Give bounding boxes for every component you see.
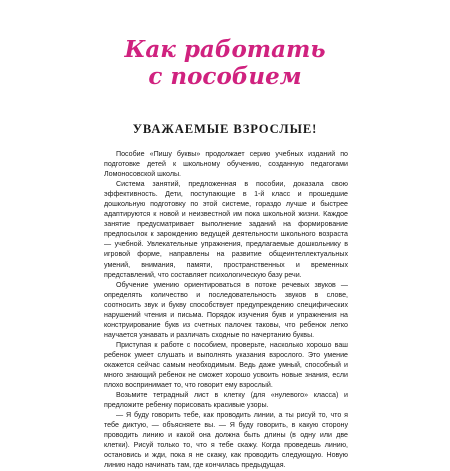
page-title-line-1: Как работать — [124, 36, 326, 63]
page-title-line-2: с пособием — [148, 63, 302, 90]
paragraph-4: Приступая к работе с пособием, проверьте, насколько хорошо ваш ребенок умеет слушать и выполнять указания взрослого. Это умение окажется сейчас самым необходимым. Ведь даже умный, способный и много знающий ребенок не сможет хорошо усвоить новые знания, если плохо воспринимает то, что говорит ему взрослый. — [104, 340, 348, 390]
body-text — [104, 149, 348, 471]
paragraph-5: Возьмите тетрадный лист в клетку (для «нулевого» класса) и предложите ребенку порисовать красивые узоры. — [104, 391, 348, 410]
paragraph-1: Пособие «Пишу буквы» продолжает серию учебных изданий по подготовке детей к школьному обучению, созданную педагогами Ломоносовской школы. — [104, 150, 348, 179]
section-heading: УВАЖАЕМЫЕ ВЗРОСЛЫЕ! — [132, 122, 318, 136]
paragraph-3: Обучение умению ориентироваться в потоке речевых звуков — определять количество и последовательность звуков в слове, соотносить звук и букву способствует предупреждению специфических нарушений чтения и письма. Порядок изучения букв и упражнения на конструирование букв из счетных палочек таковы, что ребенок легко научается узнавать и различать сходные по начертанию буквы. — [104, 280, 348, 339]
paragraph-2: Система занятий, предложенная в пособии, доказала свою эффективность. Дети, поступающие в 1-й класс и прошедшие дошкольную подготовку по этой системе, гораздо лучше и быстрее адаптируются к новой и неизвестной им пока школьной жизни. Каждое занятие предусматривает выполнение заданий на формирование предпосылок к зарождению ведущей деятельности школьного возраста — учебной. Увлекательные упражнения, предлагаемые дошкольнику в игровой форме, направлены на развитие общеинтеллектуальных умений, внимания, памяти, пространственных и временных представлений, что составляет психологическую базу речи. — [104, 180, 348, 279]
paragraph-6: — Я буду говорить тебе, как проводить линии, а ты рисуй то, что я тебе диктую, — объясняете вы. — Я буду говорить, в какую сторону проводить линию и какой она должна быть длины (в одну или две клетки). Рисуй только то, что я тебе скажу. Когда проведешь линию, остановись и жди, пока я не скажу, как проводить следующую. Новую линию надо начинать там, где кончилась предыдущая. — [104, 411, 348, 470]
